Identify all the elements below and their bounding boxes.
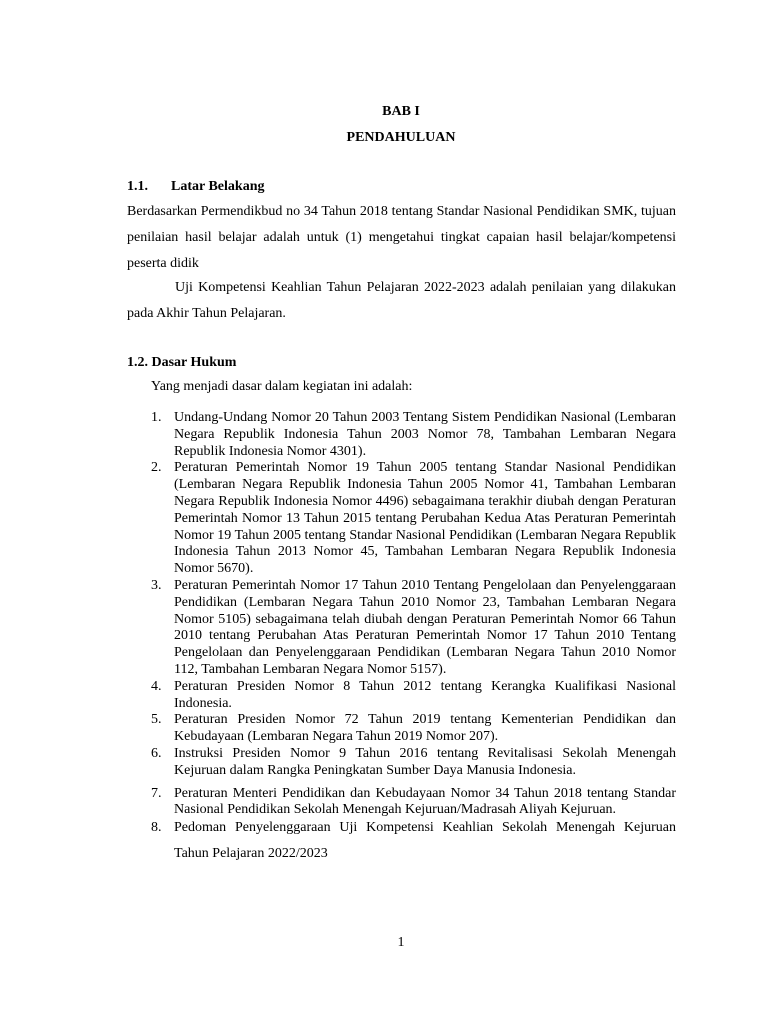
list-item [151,746,676,780]
list-item-text: Undang-Undang Nomor 20 Tahun 2003 Tentang Sistem Pendidikan Nasional (Lembaran Negara Republik Indonesia Tahun 2003 Nomor 78, Tambahan Lembaran Negara Republik Indonesia Nomor 4301). [174,410,676,459]
list-item-number: 8. [151,820,162,836]
paragraph-uji-kompetensi-text: Uji Kompetensi Keahlian Tahun Pelajaran 2022-2023 adalah penilaian yang dilakukan pada Akhir Tahun Pelajaran. [127,280,676,321]
legal-basis-list [151,410,676,867]
list-item-number: 5. [151,712,162,728]
list-item [151,410,676,460]
list-item-text: Instruksi Presiden Nomor 9 Tahun 2016 tentang Revitalisasi Sekolah Menengah Kejuruan dalam Rangka Peningkatan Sumber Daya Manusia Indonesia. [174,745,676,778]
list-item-number: 2. [151,460,162,476]
section-1-1-title: Latar Belakang [171,179,265,194]
section-1-2-heading: 1.2. Dasar Hukum [127,355,237,370]
list-item-number: 6. [151,745,162,761]
list-item [151,679,676,713]
page-number: 1 [397,935,405,950]
section-1-1-heading [127,179,264,195]
chapter-label: BAB I [382,104,420,119]
list-item [151,786,676,820]
list-item-number: 3. [151,577,162,593]
list-item-text: Peraturan Presiden Nomor 8 Tahun 2012 tentang Kerangka Kualifikasi Nasional Indonesia. [174,678,676,711]
list-item [151,815,676,867]
list-item [151,712,676,746]
paragraph-background: Berdasarkan Permendikbud no 34 Tahun 2018 tentang Standar Nasional Pendidikan SMK, tujuan penilaian hasil belajar adalah untuk (1) mengetahui tingkat capaian hasil belajar/kompetensi peserta didik [127,204,676,271]
list-item-number: 1. [151,410,162,425]
section-1-2-intro: Yang menjadi dasar dalam kegiatan ini adalah: [151,379,413,394]
chapter-title: PENDAHULUAN [346,130,456,145]
list-item-text: Peraturan Presiden Nomor 72 Tahun 2019 tentang Kementerian Pendidikan dan Kebudayaan (Lembaran Negara Tahun 2019 Nomor 207). [174,712,676,745]
list-item [151,460,676,578]
section-1-1-number: 1.1. [127,179,148,194]
list-item [151,578,676,679]
list-item-text: Pedoman Penyelenggaraan Uji Kompetensi Keahlian Sekolah Menengah Kejuruan Tahun Pelajaran 2022/2023 [174,820,676,862]
list-item-number: 7. [151,785,162,801]
list-item-number: 4. [151,678,162,694]
list-item-text: Peraturan Pemerintah Nomor 19 Tahun 2005 tentang Standar Nasional Pendidikan (Lembaran Negara Republik Indonesia Tahun 2005 Nomor 41, Tambahan Lembaran Negara Republik Indonesia Nomor 4496) sebagaimana terakhir diubah dengan Peraturan Pemerintah Nomor 13 Tahun 2015 tentang Perubahan Kedua Atas Peraturan Pemerintah Nomor 19 Tahun 2005 tentang Standar Nasional Pendidikan (Lembaran Negara Republik Indonesia Tahun 2013 Nomor 45, Tambahan Lembaran Negara Republik Indonesia Nomor 5670). [174,460,676,577]
paragraph-uji-kompetensi [127,275,676,327]
list-item-text: Peraturan Pemerintah Nomor 17 Tahun 2010 Tentang Pengelolaan dan Penyelenggaraan Pendidikan (Lembaran Negara Tahun 2010 Nomor 23, Tambahan Lembaran Negara Nomor 5105) sebagaimana telah diubah dengan Peraturan Pemerintah Nomor 66 Tahun 2010 tentang Perubahan Atas Peraturan Pemerintah Nomor 17 Tahun 2010 Tentang Pengelolaan dan Penyelenggaraan Pendidikan (Lembaran Negara Tahun 2010 Nomor 112, Tambahan Lembaran Negara Nomor 5157). [174,577,676,677]
list-item-text: Peraturan Menteri Pendidikan dan Kebudayaan Nomor 34 Tahun 2018 tentang Standar Nasional Pendidikan Sekolah Menengah Kejuruan/Madrasah Aliyah Kejuruan. [174,785,676,818]
